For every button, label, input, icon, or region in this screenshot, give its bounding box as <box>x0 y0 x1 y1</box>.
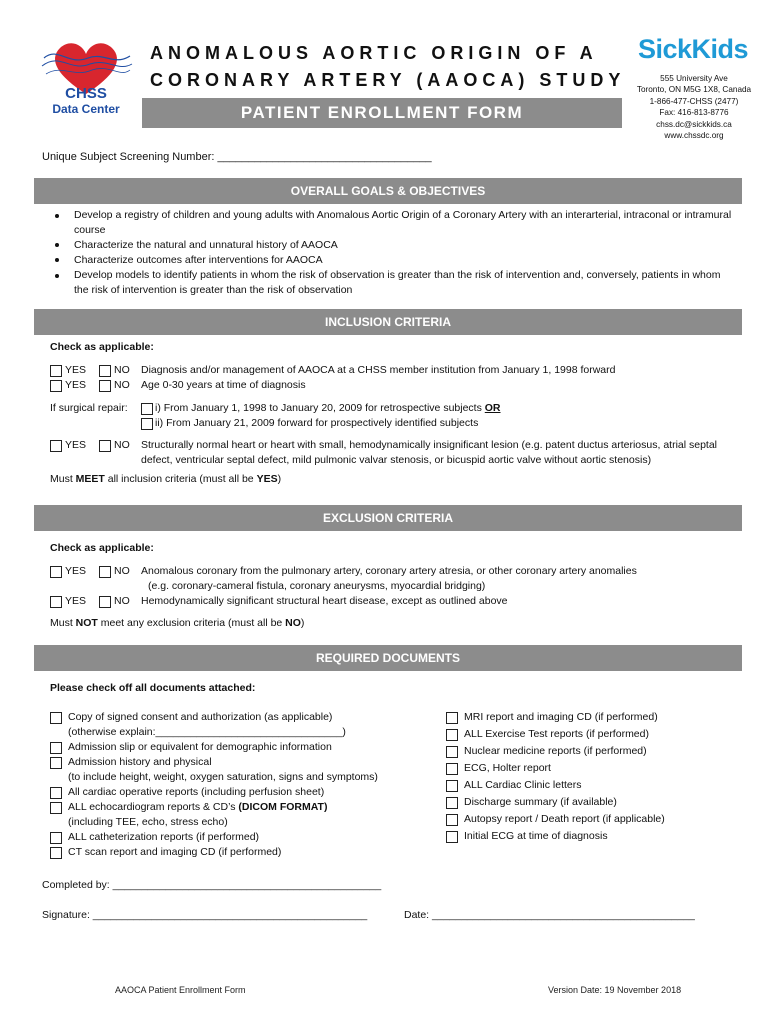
study-title-line1: ANOMALOUS AORTIC ORIGIN OF A <box>150 43 598 63</box>
signature-field[interactable]: Signature: _______________________________________________ <box>42 909 368 921</box>
goal-4: Develop models to identify patients in whom the risk of observation is greater than the risk of intervention and, conversely, patients in whom <box>74 269 721 281</box>
no-label: NO <box>114 379 130 391</box>
doc-mri-checkbox[interactable] <box>446 712 458 724</box>
dicom-format-text: (DICOM FORMAT) <box>238 801 328 813</box>
doc-echo-reports-checkbox[interactable] <box>50 802 62 814</box>
footer-version-date: Version Date: 19 November 2018 <box>548 985 682 995</box>
doc-consent-explain: (otherwise explain:________________________________) <box>68 726 346 738</box>
address-city: Toronto, ON M5G 1X8, Canada <box>636 85 752 95</box>
bullet-icon <box>55 274 59 278</box>
doc-mri: MRI report and imaging CD (if performed) <box>464 711 658 723</box>
date-field[interactable]: Date: _____________________________________________ <box>404 909 695 921</box>
doc-ct-scan: CT scan report and imaging CD (if performed) <box>68 846 282 858</box>
yes-label: YES <box>65 565 87 577</box>
doc-cardiac-clinic-checkbox[interactable] <box>446 780 458 792</box>
must-yes-text: YES <box>256 473 278 485</box>
surgical-prospective-checkbox[interactable] <box>141 418 153 430</box>
inclusion-must-note <box>50 472 281 487</box>
doc-ecg-holter: ECG, Holter report <box>464 762 551 774</box>
doc-admission-slip-checkbox[interactable] <box>50 742 62 754</box>
exclusion-2-yes-checkbox[interactable] <box>50 596 62 608</box>
surgical-or-text: OR <box>484 402 501 414</box>
address-email: chss.dc@sickkids.ca <box>656 119 732 129</box>
doc-initial-ecg-checkbox[interactable] <box>446 831 458 843</box>
documents-section-header: REQUIRED DOCUMENTS <box>34 645 742 671</box>
documents-check-label: Please check off all documents attached: <box>50 682 256 694</box>
doc-exercise-test: ALL Exercise Test reports (if performed) <box>464 728 649 740</box>
exclusion-must-note <box>50 616 304 631</box>
doc-ecg-holter-checkbox[interactable] <box>446 763 458 775</box>
address-phone: 1-866-477-CHSS (2477) <box>649 96 739 106</box>
sickkids-logo <box>638 34 750 70</box>
exclusion-1-no-checkbox[interactable] <box>99 566 111 578</box>
surgical-retrospective-checkbox[interactable] <box>141 403 153 415</box>
must-not-text: NOT <box>75 617 98 629</box>
address-website: www.chssdc.org <box>664 131 724 141</box>
doc-operative-reports: All cardiac operative reports (including perfusion sheet) <box>68 786 325 798</box>
surgical-option-1-text: i) From January 1, 1998 to January 20, 2009 for retrospective subjects <box>155 402 485 414</box>
exclusion-check-label: Check as applicable: <box>50 542 154 554</box>
doc-initial-ecg: Initial ECG at time of diagnosis <box>464 830 608 842</box>
inclusion-check-label: Check as applicable: <box>50 341 154 353</box>
inclusion-criterion-3-cont: defect, ventricular septal defect, mild pulmonic valvar stenosis, or bicuspid aortic valve without aortic stenosis) <box>141 454 652 466</box>
inclusion-3-no-checkbox[interactable] <box>99 440 111 452</box>
yes-label: YES <box>65 595 87 607</box>
must-end-text: ) <box>300 617 305 629</box>
data-center-logo-text: Data Center <box>52 102 120 116</box>
must-meet-text: MEET <box>75 473 105 485</box>
yes-label: YES <box>65 439 87 451</box>
bullet-icon <box>55 258 59 262</box>
surgical-option-2: ii) From January 21, 2009 forward for prospectively identified subjects <box>155 417 479 429</box>
must-mid-text: meet any exclusion criteria (must all be <box>97 617 286 629</box>
must-end-text: ) <box>277 473 282 485</box>
address-street: 555 University Ave <box>660 74 728 83</box>
inclusion-criterion-2: Age 0-30 years at time of diagnosis <box>141 379 306 391</box>
goal-3: Characterize outcomes after interventions for AAOCA <box>74 254 323 266</box>
no-label: NO <box>114 364 130 376</box>
doc-operative-reports-checkbox[interactable] <box>50 787 62 799</box>
goal-1-cont: course <box>74 224 106 236</box>
surgical-option-1 <box>155 401 501 416</box>
enrollment-form-title: PATIENT ENROLLMENT FORM <box>142 98 622 128</box>
bullet-icon <box>55 214 59 218</box>
inclusion-criterion-3: Structurally normal heart or heart with small, hemodynamically insignificant lesion (e.g. patent ductus arteriosus, atrial septal <box>141 439 718 451</box>
goal-2: Characterize the natural and unnatural history of AAOCA <box>74 239 338 251</box>
doc-admission-slip: Admission slip or equivalent for demographic information <box>68 741 332 753</box>
screening-number-field[interactable]: Unique Subject Screening Number: ___________________________________ <box>42 151 432 163</box>
chss-data-center-logo <box>38 36 134 124</box>
exclusion-criterion-2: Hemodynamically significant structural heart disease, except as outlined above <box>141 595 508 607</box>
doc-catheterization-checkbox[interactable] <box>50 832 62 844</box>
inclusion-2-no-checkbox[interactable] <box>99 380 111 392</box>
doc-echo-text: ALL echocardiogram reports & CD’s <box>68 801 239 813</box>
doc-history-physical-detail: (to include height, weight, oxygen saturation, signs and symptoms) <box>68 771 378 783</box>
doc-consent: Copy of signed consent and authorization (as applicable) <box>68 711 333 723</box>
doc-nuclear-medicine-checkbox[interactable] <box>446 746 458 758</box>
exclusion-criterion-1: Anomalous coronary from the pulmonary artery, coronary artery atresia, or other coronary artery anomalies <box>141 565 637 577</box>
exclusion-criterion-1-cont: (e.g. coronary-cameral fistula, coronary aneurysms, myocardial bridging) <box>148 580 486 592</box>
footer-form-name: AAOCA Patient Enrollment Form <box>115 985 246 995</box>
address-fax: Fax: 416-813-8776 <box>659 108 729 118</box>
doc-exercise-test-checkbox[interactable] <box>446 729 458 741</box>
inclusion-2-yes-checkbox[interactable] <box>50 380 62 392</box>
must-no-text: NO <box>285 617 301 629</box>
doc-autopsy-checkbox[interactable] <box>446 814 458 826</box>
doc-discharge-summary-checkbox[interactable] <box>446 797 458 809</box>
no-label: NO <box>114 595 130 607</box>
doc-echo-reports <box>68 800 327 815</box>
bullet-icon <box>55 243 59 247</box>
doc-history-physical: Admission history and physical <box>68 756 212 768</box>
sickkids-logo-text: SickKids <box>638 34 749 64</box>
no-label: NO <box>114 565 130 577</box>
yes-label: YES <box>65 379 87 391</box>
doc-ct-scan-checkbox[interactable] <box>50 847 62 859</box>
inclusion-criterion-1: Diagnosis and/or management of AAOCA at a CHSS member institution from January 1, 1998 forward <box>141 364 616 376</box>
inclusion-1-no-checkbox[interactable] <box>99 365 111 377</box>
doc-consent-checkbox[interactable] <box>50 712 62 724</box>
study-title-line2: CORONARY ARTERY (AAOCA) STUDY <box>150 70 626 90</box>
doc-nuclear-medicine: Nuclear medicine reports (if performed) <box>464 745 647 757</box>
surgical-repair-label: If surgical repair: <box>50 402 128 414</box>
inclusion-3-yes-checkbox[interactable] <box>50 440 62 452</box>
goals-section-header: OVERALL GOALS & OBJECTIVES <box>34 178 742 204</box>
doc-autopsy: Autopsy report / Death report (if applicable) <box>464 813 665 825</box>
chss-logo-text: CHSS <box>65 85 107 102</box>
doc-history-physical-checkbox[interactable] <box>50 757 62 769</box>
must-prefix: Must <box>50 473 76 485</box>
doc-cardiac-clinic: ALL Cardiac Clinic letters <box>464 779 582 791</box>
exclusion-1-yes-checkbox[interactable] <box>50 566 62 578</box>
doc-catheterization: ALL catheterization reports (if performed) <box>68 831 260 843</box>
goal-1: Develop a registry of children and young adults with Anomalous Aortic Origin of a Coronary Artery with an interarterial, intraconal or intramural <box>74 209 732 221</box>
exclusion-section-header: EXCLUSION CRITERIA <box>34 505 742 531</box>
inclusion-1-yes-checkbox[interactable] <box>50 365 62 377</box>
yes-label: YES <box>65 364 87 376</box>
inclusion-section-header: INCLUSION CRITERIA <box>34 309 742 335</box>
exclusion-2-no-checkbox[interactable] <box>99 596 111 608</box>
contact-address <box>626 73 762 141</box>
doc-echo-detail: (including TEE, echo, stress echo) <box>68 816 228 828</box>
doc-discharge-summary: Discharge summary (if available) <box>464 796 617 808</box>
completed-by-field[interactable]: Completed by: ______________________________________________ <box>42 879 382 891</box>
must-prefix: Must <box>50 617 76 629</box>
must-mid-text: all inclusion criteria (must all be <box>104 473 257 485</box>
no-label: NO <box>114 439 130 451</box>
goal-4-cont: the risk of intervention is greater than the risk of observation <box>74 284 353 296</box>
